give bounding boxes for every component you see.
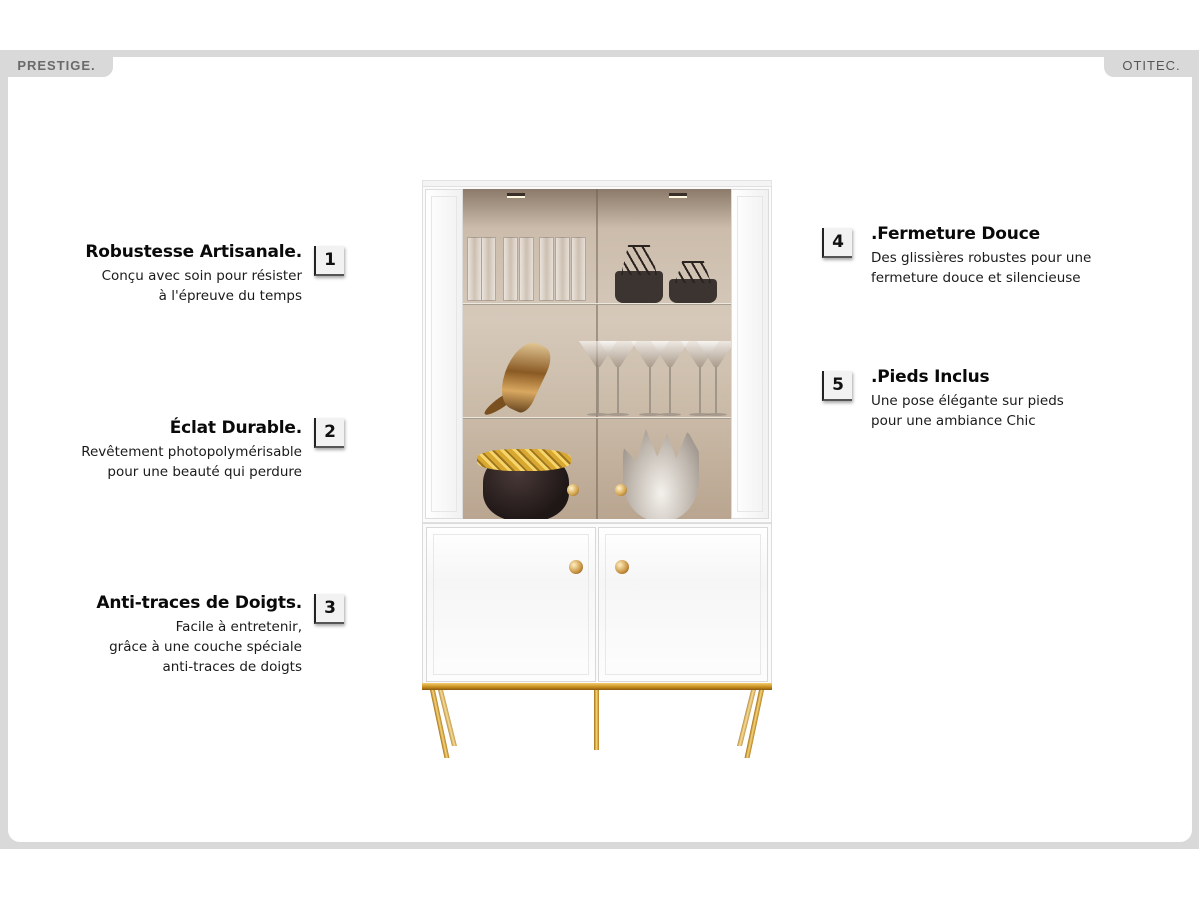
feature-1-title: Robustesse Artisanale. [85,242,302,262]
led-light-icon [669,193,687,198]
brand-tab-right [1104,50,1199,77]
feature-5 [871,367,1064,431]
feature-1 [85,242,302,306]
glass-door-knob-left [567,484,579,496]
led-light-icon [507,193,525,198]
brand-right-label: OTITEC. [1122,58,1181,73]
feature-5-desc-line: Une pose élégante sur pieds [871,393,1064,409]
feature-3 [96,593,302,677]
glass-shelf [463,303,731,305]
cabinet-interior [463,189,731,519]
feature-1-badge [314,246,344,276]
door-knob-left [569,560,583,574]
door-knob-right [615,560,629,574]
feature-1-desc [85,266,302,306]
glass-tumblers [467,237,589,301]
feature-4-number: 4 [832,232,844,252]
feature-2-title: Éclat Durable. [169,418,302,438]
silver-lotus-vase [623,429,699,519]
feature-3-badge [314,594,344,624]
feature-4-title: .Fermeture Douce [871,224,1040,244]
gold-base-rail [422,683,772,690]
feature-3-desc-line: anti-traces de doigts [162,659,302,675]
feature-4 [871,224,1091,288]
feature-3-desc [96,617,302,677]
gold-bird-figurine [481,337,551,421]
cabinet-illustration [422,180,772,760]
feature-3-title: Anti-traces de Doigts. [96,593,302,613]
feature-5-desc [871,391,1064,431]
feature-3-desc-line: grâce à une couche spéciale [109,639,302,655]
lower-door-right [598,527,768,682]
feature-4-badge [822,228,852,258]
feature-3-number: 3 [324,598,336,618]
feature-3-desc-line: Facile à entretenir, [175,619,302,635]
brand-tab-left [0,50,113,77]
side-panel-left [425,189,463,519]
feature-2-desc-line: pour une beauté qui perdure [107,464,302,480]
gold-vase-rim [477,449,571,471]
feature-4-desc-line: Des glissières robustes pour une [871,250,1092,266]
feature-2 [81,418,302,482]
feature-5-desc-line: pour une ambiance Chic [871,413,1036,429]
cabinet-glass-section [422,186,772,523]
gold-leg [594,690,599,750]
feature-2-desc [81,442,302,482]
feature-1-desc-line: Conçu avec soin pour résister [101,268,302,284]
martini-glasses [579,341,729,421]
feature-4-desc-line: fermeture douce et silencieuse [871,270,1081,286]
lower-door-left [426,527,596,682]
brand-left-label: PRESTIGE. [17,58,96,73]
feature-4-desc [871,248,1091,288]
feature-2-number: 2 [324,422,336,442]
feature-5-number: 5 [832,375,844,395]
lantern-small [669,279,717,303]
glass-door-knob-right [615,484,627,496]
feature-2-desc-line: Revêtement photopolymérisable [81,444,302,460]
cabinet-base [422,523,772,685]
feature-2-badge [314,418,344,448]
feature-1-desc-line: à l'épreuve du temps [158,288,302,304]
feature-1-number: 1 [324,250,336,270]
glass-shelf [463,417,731,419]
side-panel-right [731,189,769,519]
lantern-large [615,271,663,303]
feature-5-title: .Pieds Inclus [871,367,990,387]
feature-5-badge [822,371,852,401]
